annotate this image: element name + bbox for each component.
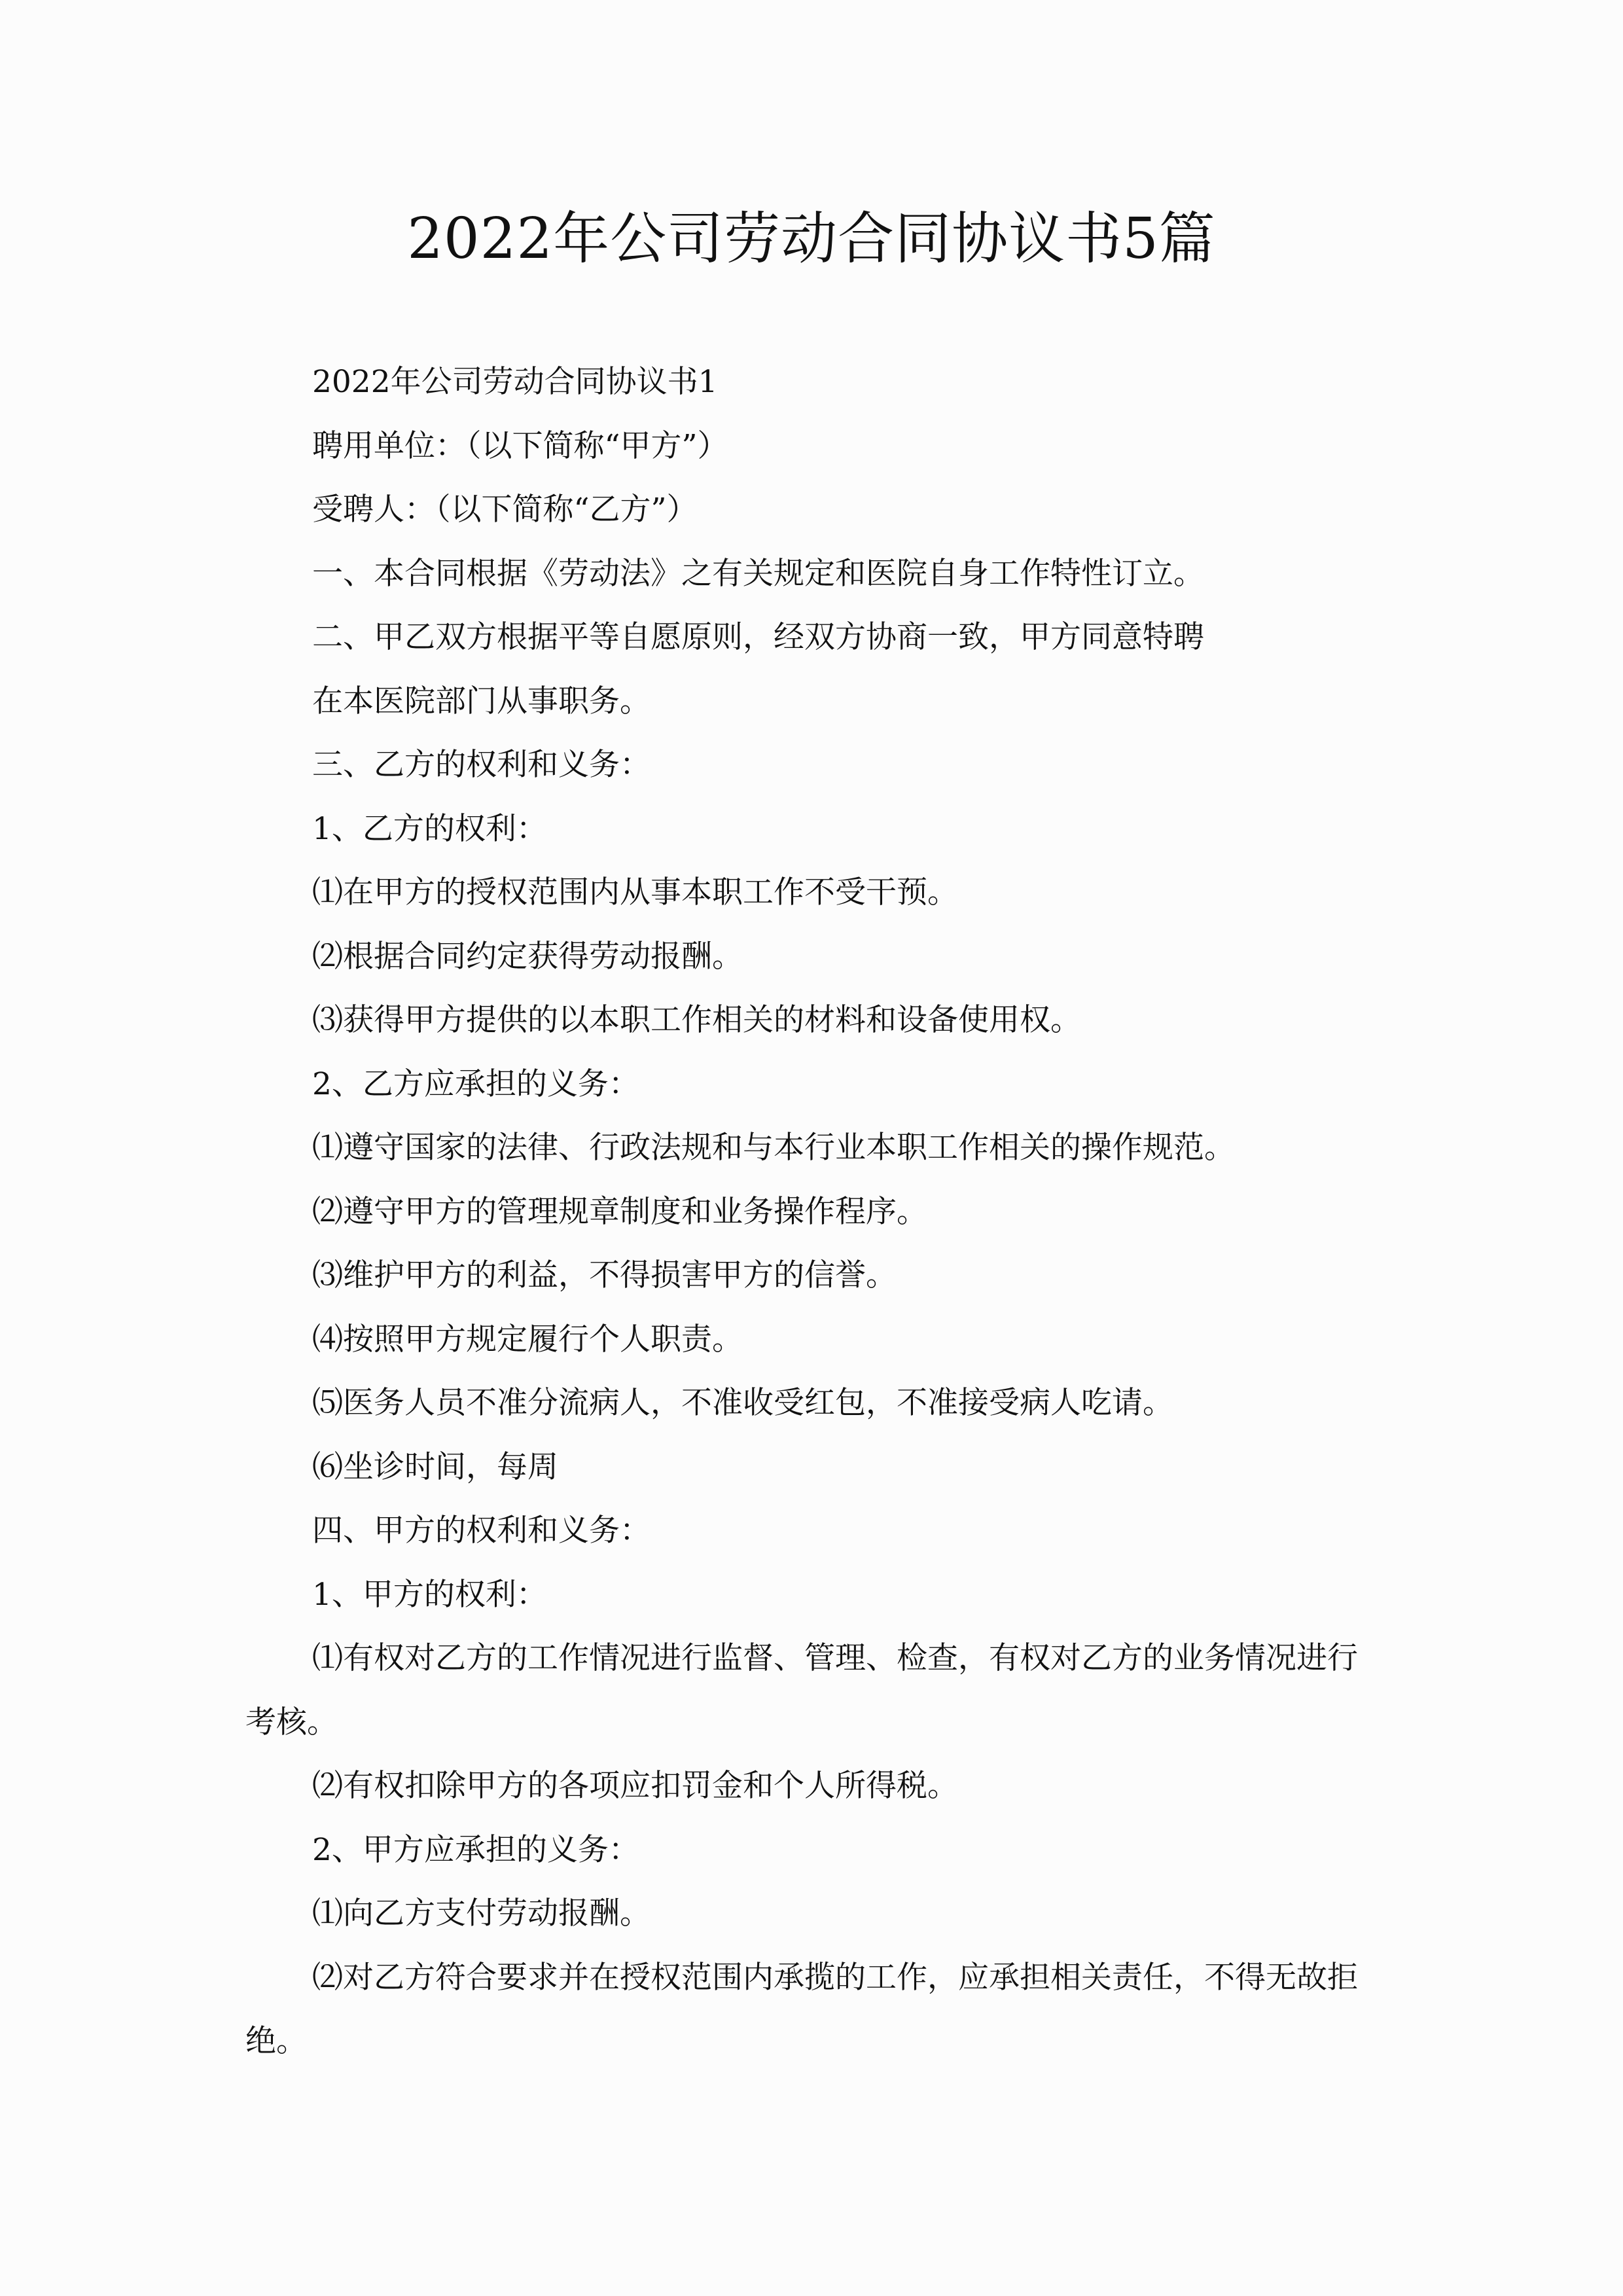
document-body: [245, 350, 1378, 2073]
clause-2: 二、甲乙双方根据平等自愿原则，经双方协商一致，甲方同意特聘: [312, 619, 1204, 655]
party-a-duty-item: ⑴向乙方支付劳动报酬。: [312, 1895, 651, 1931]
party-b-duty-item: ⑶维护甲方的利益，不得损害甲方的信誉。: [312, 1257, 897, 1293]
party-a-duties-heading: 2、甲方应承担的义务：: [312, 1831, 639, 1868]
party-b-duty-item: ⑷按照甲方规定履行个人职责。: [312, 1321, 743, 1357]
party-b-duty-item: ⑹坐诊时间，每周: [312, 1448, 558, 1485]
party-b-duties-heading: 2、乙方应承担的义务：: [312, 1066, 639, 1102]
party-a-right-item: ⑴有权对乙方的工作情况进行监督、管理、检查，有权对乙方的业务情况进行考核。: [245, 1640, 1358, 1740]
party-a-duty-item: ⑵对乙方符合要求并在授权范围内承揽的工作，应承担相关责任，不得无故拒绝。: [245, 1959, 1358, 2059]
party-b-right-item: ⑶获得甲方提供的以本职工作相关的材料和设备使用权。: [312, 1002, 1081, 1038]
party-b-right-item: ⑵根据合同约定获得劳动报酬。: [312, 938, 743, 975]
clause-2-continued: 在本医院部门从事职务。: [312, 683, 651, 719]
document-title: 2022年公司劳动合同协议书5篇: [407, 206, 1216, 272]
party-b-rights-heading: 1、乙方的权利：: [312, 810, 547, 847]
employee-party-line: 受聘人：（以下简称“乙方”）: [312, 492, 698, 528]
employer-party-line: 聘用单位：（以下简称“甲方”）: [312, 427, 728, 464]
party-b-duty-item: ⑴遵守国家的法律、行政法规和与本行业本职工作相关的操作规范。: [312, 1130, 1235, 1166]
party-a-rights-heading: 1、甲方的权利：: [312, 1576, 547, 1613]
party-a-right-item: ⑵有权扣除甲方的各项应扣罚金和个人所得税。: [312, 1768, 958, 1804]
clause-3-heading: 三、乙方的权利和义务：: [312, 747, 651, 783]
clause-1: 一、本合同根据《劳动法》之有关规定和医院自身工作特性订立。: [312, 555, 1204, 592]
party-b-duty-item: ⑸医务人员不准分流病人，不准收受红包，不准接受病人吃请。: [312, 1385, 1173, 1421]
section-heading-agreement-1: 2022年公司劳动合同协议书1: [312, 364, 718, 400]
party-b-duty-item: ⑵遵守甲方的管理规章制度和业务操作程序。: [312, 1193, 927, 1230]
clause-4-heading: 四、甲方的权利和义务：: [312, 1513, 651, 1549]
party-b-right-item: ⑴在甲方的授权范围内从事本职工作不受干预。: [312, 874, 958, 910]
